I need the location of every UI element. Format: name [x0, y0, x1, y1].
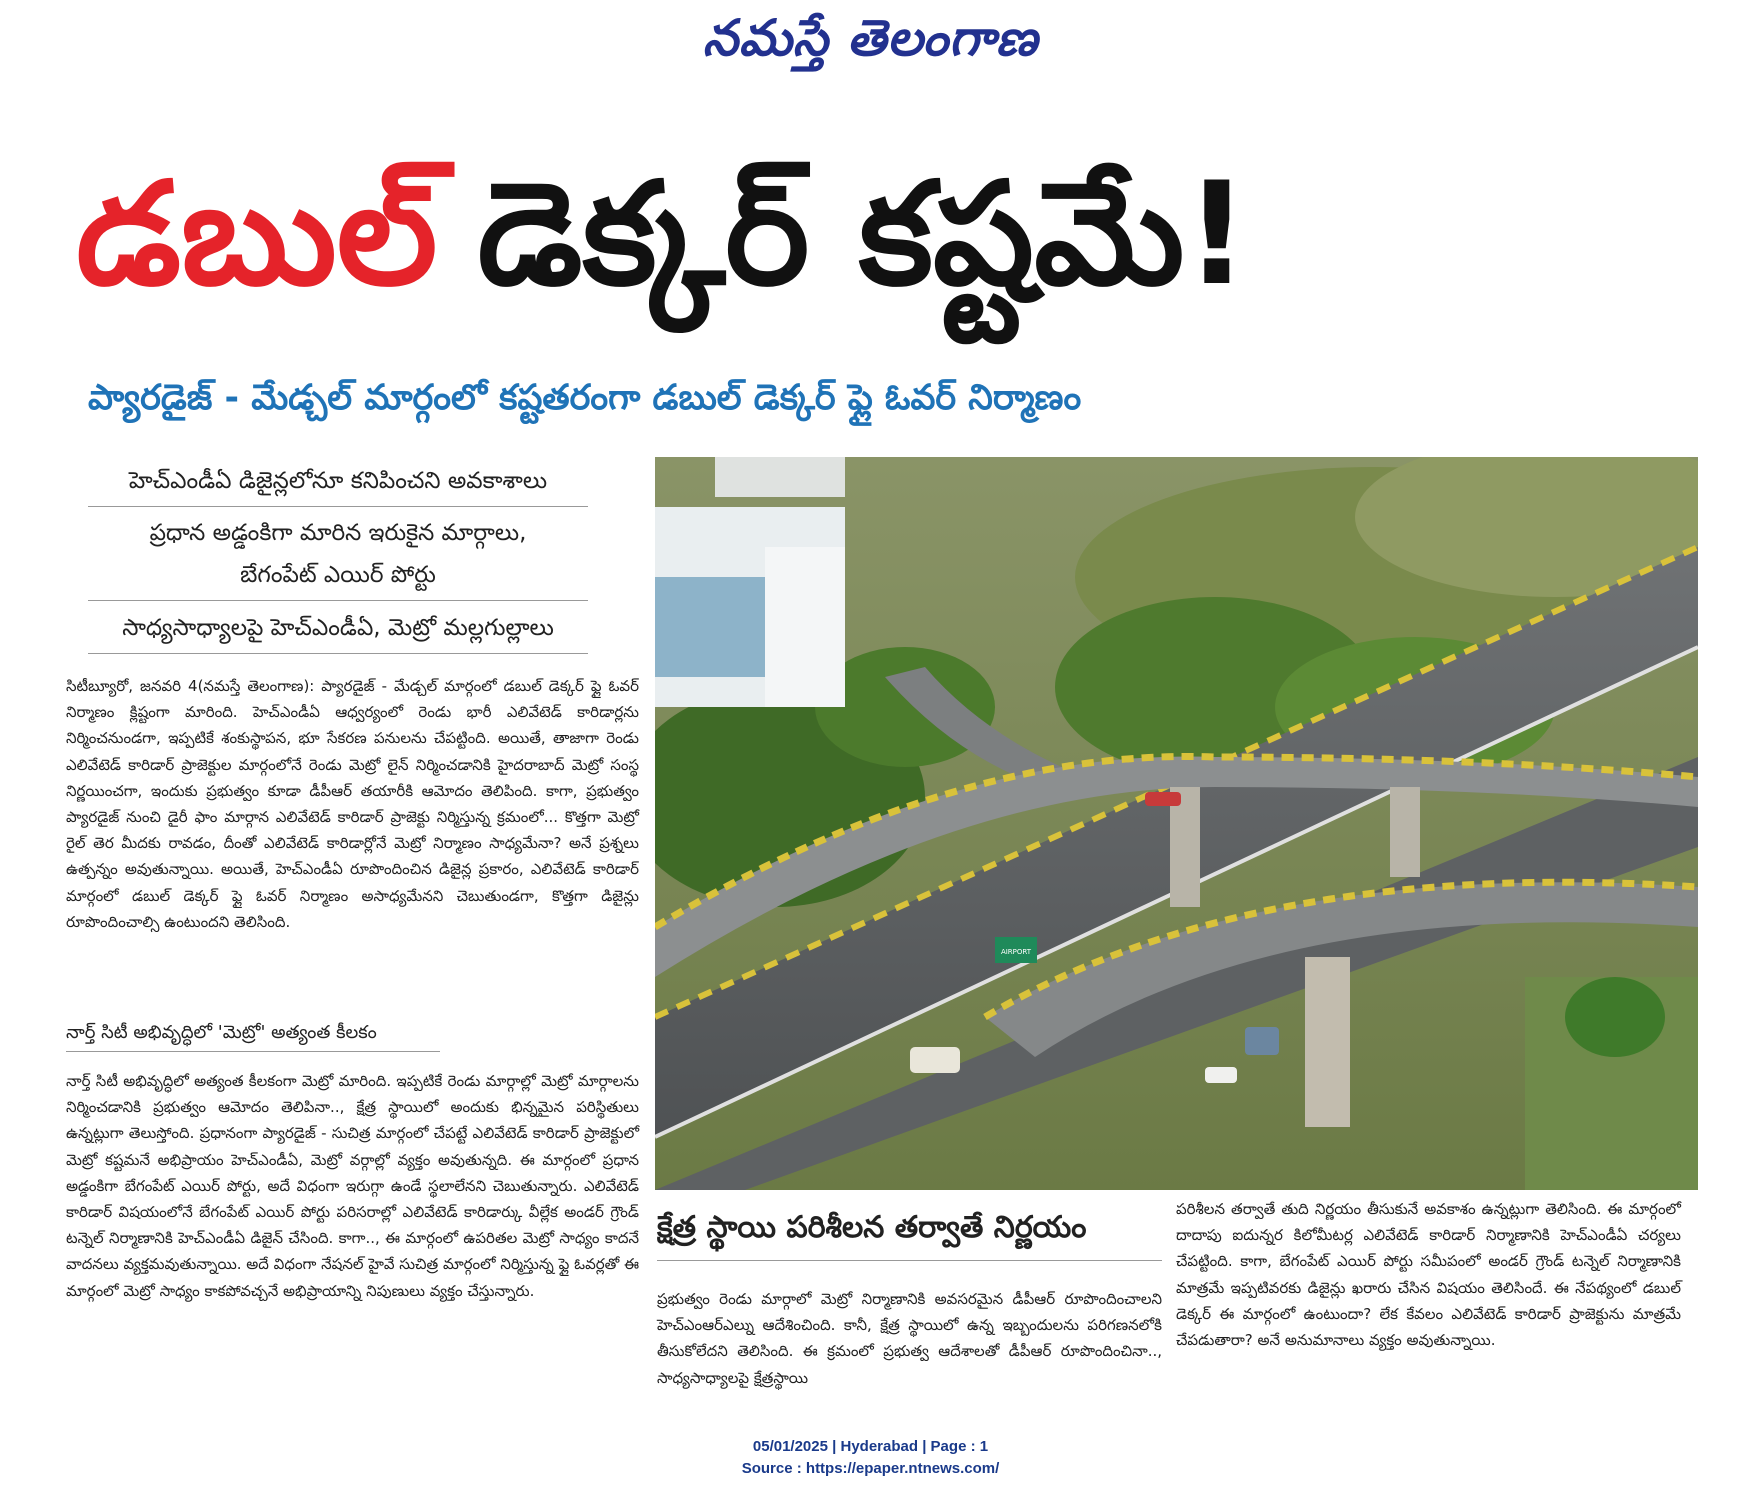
headline-black: డెక్కర్ కష్టమే!: [477, 152, 1250, 317]
body-paragraph-3: ప్రభుత్వం రెండు మార్గాలో మెట్రో నిర్మాణానికి అవసరమైన డీపీఆర్ రూపొందించాలని హెచ్ఎంఆర్ఎల్ను ఆదేశించింది. కానీ, క్షేత్ర స్థాయిలో ఉన్న ఇబ్బందులను పరిగణనలోకి తీసుకోలేదని తెలిసింది. ఈ క్రమంలో ప్రభుత్వ ఆదేశాలతో డీపీఆర్ రూపొందించినా.., సాధ్యసాధ్యాలపై క్షేత్రస్థాయి: [657, 1290, 1162, 1387]
body-paragraph-1: సిటీబ్యూరో, జనవరి 4(నమస్తే తెలంగాణ): ప్యారడైజ్ - మేడ్చల్ మార్గంలో డబుల్ డెక్కర్ ఫ్లై ఓవర్ నిర్మాణం క్లిష్టంగా మారింది. హెచ్ఎండీఏ ఆధ్వర్యంలో రెండు భారీ ఎలివేటెడ్ కారిడార్లను నిర్మించనుండగా, ఇప్పటికే శంకుస్థాపన, భూ సేకరణ పనులను చేపట్టింది. అయితే, తాజాగా రెండు ఎలివేటెడ్ కారిడార్ ప్రాజెక్టుల మార్గంలోనే రెండు మెట్రో లైన్ నిర్మించడానికి హైదరాబాద్ మెట్రో సంస్థ నిర్ణయించగా, ఇందుకు ప్రభుత్వం కూడా డీపీఆర్ తయారీకి ఆమోదం తెలిపింది. కాగా, ప్రభుత్వం ప్యారడైజ్ నుంచి డైరీ ఫాం మార్గాన ఎలివేటెడ్ కారిడార్ ప్రాజెక్టు నిర్మిస్తున్న క్రమంలో... కొత్తగా మెట్రో రైల్ తెర మీదకు రావడం, దీంతో ఎలివేటెడ్ కారిడార్లోనే మెట్రో నిర్మాణం సాధ్యమేనా? అనే ప్రశ్నలు ఉత్పన్నం అవుతున్నాయి. అయితే, హెచ్ఎండీఏ రూపొందించిన డిజైన్ల ప్రకారం, ఎలివేటెడ్ కారిడార్ మార్గంలో డబుల్ డెక్కర్ ఫ్లై ఓవర్ నిర్మాణం అసాధ్యమేనని చెబుతుండగా, కొత్తగా డిజైన్లు రూపొందించాల్సి ఉంటుందని తెలిసింది.: [66, 677, 639, 931]
kicker-4: సాధ్యసాధ్యాలపై హెచ్ఎండీఏ, మెట్రో మల్లగుల్లాలు: [88, 615, 588, 654]
body-paragraph-2: నార్త్ సిటీ అభివృద్ధిలో అత్యంత కీలకంగా మెట్రో మారింది. ఇప్పటికే రెండు మార్గాల్లో మెట్రో మార్గాలను నిర్మించడానికి ప్రభుత్వం ఆమోదం తెలిపినా.., క్షేత్ర స్థాయిలో అందుకు భిన్నమైన పరిస్థితులు ఉన్నట్లుగా తెలుస్తోంది. ప్రధానంగా ప్యారడైజ్ - సుచిత్ర మార్గంలో చేపట్టే ఎలివేటెడ్ కారిడార్ ప్రాజెక్టులో మెట్రో కష్టమనే అభిప్రాయం హెచ్ఎండీఏ, మెట్రో వర్గాల్లో వ్యక్తం అవుతున్నది. ఈ మార్గంలో ప్రధాన అడ్డంకిగా బేగంపేట్ ఎయిర్ పోర్టు, అదే విధంగా ఇరుగ్గా ఉండే స్థలాలేనని చెబుతున్నారు. ఎలివేటెడ్ కారిడార్ విషయంలోనే బేగంపేట్ ఎయిర్ పోర్టు పరిసరాల్లో ఎలివేటెడ్ కారిడార్కు వీల్లేక అండర్ గ్రౌండ్ టన్నెల్ నిర్మాణానికి హెచ్ఎండీఏ డిజైన్ చేసింది. కాగా.., ఈ మార్గంలో ఉపరితల మెట్రో సాధ్యం కాదనే వాదనలు వ్యక్తమవుతున్నాయి. అదే విధంగా నేషనల్ హైవే సుచిత్ర మార్గంలో నిర్మిస్తున్న ఫ్లై ఓవర్లతో ఈ మార్గంలో మెట్రో సాధ్యం కాకపోవచ్చనే అభిప్రాయాన్ని నిపుణులు వ్యక్తం చేస్తున్నారు.: [66, 1072, 639, 1300]
body-paragraph-4: పరిశీలన తర్వాతే తుది నిర్ణయం తీసుకునే అవకాశం ఉన్నట్లుగా తెలిసింది. ఈ మార్గంలో దాదాపు ఐదున్నర కిలోమీటర్ల ఎలివేటెడ్ కారిడార్ నిర్మాణానికి హెచ్ఎండీఏ చర్యలు చేపట్టింది. కాగా, బేగంపేట్ ఎయిర్ పోర్టు సమీపంలో అండర్ గ్రౌండ్ టన్నెల్ నిర్మాణానికి మాత్రమే ఇప్పటివరకు డిజైన్లు ఖరారు చేసిన విషయం తెలిసిందే. ఈ నేపథ్యంలో డబుల్ డెక్కర్ ఈ మార్గంలో ఉంటుందా? లేక కేవలం ఎలివేటెడ్ కారిడార్ ప్రాజెక్టును మాత్రమే చేపడుతారా? అనే అనుమానాలు వ్యక్తం అవుతున్నాయి.: [1176, 1200, 1681, 1350]
flyover-photo-illustration: [655, 457, 1698, 1190]
masthead: నమస్తే తెలంగాణ: [702, 8, 1039, 67]
headline: [76, 120, 1676, 350]
subhead-north-city: నార్త్ సిటీ అభివృద్ధిలో 'మెట్రో' అత్యంత కీలకం: [66, 1022, 440, 1052]
kicker-1: హెచ్ఎండీఏ డిజైన్లలోనూ కనిపించని అవకాశాలు: [88, 468, 588, 507]
deck: ప్యారడైజ్ - మేడ్చల్ మార్గంలో కష్టతరంగా డబుల్ డెక్కర్ ఫ్లై ఓవర్ నిర్మాణం: [88, 378, 1082, 418]
subhead-field-inspection: క్షేత్ర స్థాయి పరిశీలన తర్వాతే నిర్ణయం: [657, 1210, 1162, 1261]
kicker-2: ప్రధాన అడ్డంకిగా మారిన ఇరుకైన మార్గాలు,: [149, 520, 527, 546]
footer-date-line: 05/01/2025 | Hyderabad | Page : 1: [752, 1438, 989, 1455]
kicker-3: బేగంపేట్ ఎయిర్ పోర్టు: [88, 562, 588, 601]
flyover-photo: [655, 457, 1698, 1190]
signboard-text: AIRPORT: [1000, 948, 1032, 956]
footer-source-line: Source : https://epaper.ntnews.com/: [741, 1460, 1000, 1477]
headline-red: డబుల్: [76, 152, 438, 317]
